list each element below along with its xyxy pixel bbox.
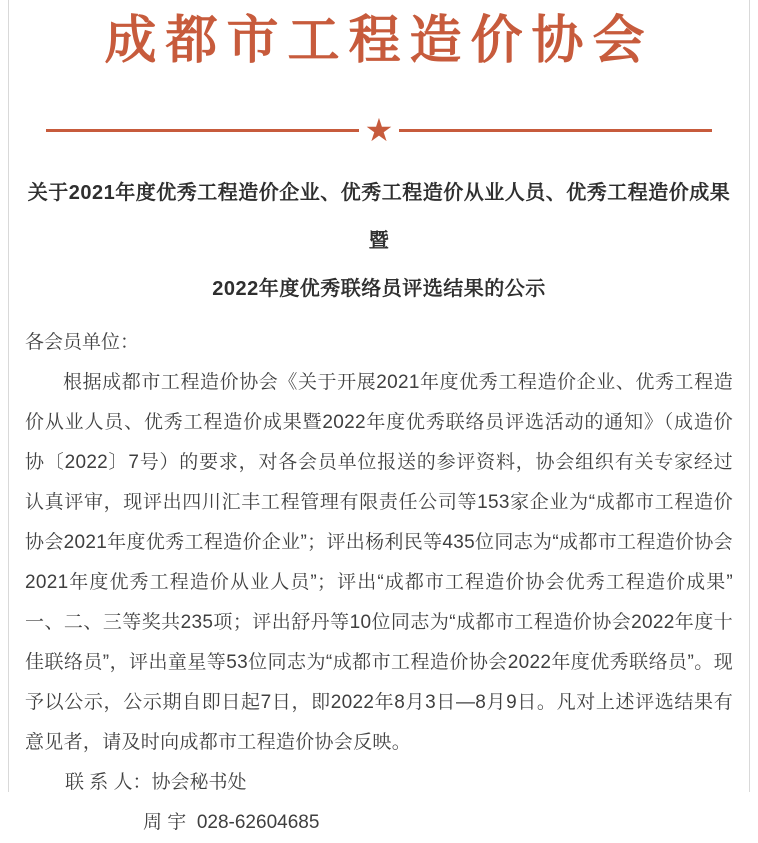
star-icon: ★ — [364, 111, 394, 149]
contact-person-label: 联 系 人：协会秘书处 — [65, 772, 247, 793]
doc-title-line1: 关于2021年度优秀工程造价企业、优秀工程造价从业人员、优秀工程造价成果暨 — [27, 182, 731, 252]
document-sheet — [8, 0, 750, 833]
divider-line-right — [399, 129, 712, 132]
divider-line-left — [46, 129, 359, 132]
star-divider — [46, 111, 712, 149]
salutation: 各会员单位： — [25, 332, 140, 353]
announcement-body: 根据成都市工程造价协会《关于开展2021年度优秀工程造价企业、优秀工程造价从业人员、优秀工程造价成果暨2022年度优秀联络员评选活动的通知》（成造价协〔2022〕7号）的要求，对各会员单位报送的参评资料，协会组织有关专家经过认真评审，现评出四川汇丰工程管理有限责任公司等153家企业为“成都市工程造价协会2021年度优秀工程造价企业”；评出杨利民等435位同志为“成都市工程造价协会2021年度优秀工程造价从业人员”；评出“成都市工程造价协会优秀工程造价成果”一、二、三等奖共235项；评出舒丹等10位同志为“成都市工程造价协会2022年度十佳联络员”，评出童星等53位同志为“成都市工程造价协会2022年度优秀联络员”。现予以公示，公示期自即日起7日，即2022年8月3日—8月9日。凡对上述评选结果有意见者，请及时向成都市工程造价协会反映。 — [25, 372, 733, 753]
announcement-main — [25, 169, 733, 843]
contact-phone: 周 宇 028-62604685 — [143, 812, 320, 833]
doc-title — [25, 169, 733, 313]
doc-title-line2: 2022年度优秀联络员评选结果的公示 — [212, 278, 546, 300]
contact-block — [25, 763, 733, 843]
org-header — [25, 10, 733, 149]
org-title: 成都市工程造价协会 — [104, 10, 654, 71]
